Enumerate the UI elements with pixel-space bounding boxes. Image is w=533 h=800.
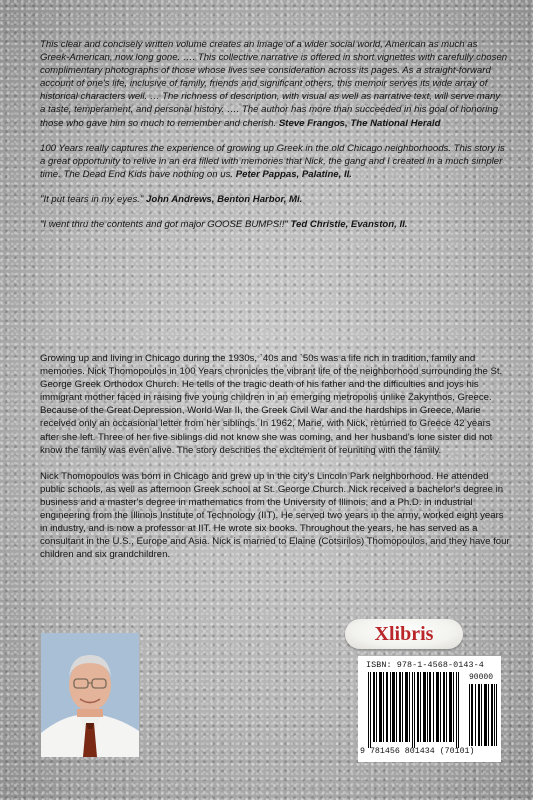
addon-barcode-bars [468, 684, 498, 746]
review-blurbs [40, 38, 508, 243]
author-photo [41, 633, 139, 757]
review-4 [40, 218, 508, 231]
author-portrait-image [41, 633, 139, 757]
publisher-logo-text: Xlibris [374, 622, 434, 645]
author-bio-paragraph: Nick Thomopoulos was born in Chicago and grew up in the city's Lincoln Park neighborhood. He attended public schools, as well as afternoon Greek school at St. George Church. Nick received a bachelor's degree in business and a master's degree in mathematics from the University of Illinois, and a Ph.D. in industrial engineering from the Illinois Institute of Technology (IIT). He served two years in the army, worked eight years in industry, and is now a professor at IIT. He wrote six books. Throughout the years, he has served as a consultant in the U.S., Europe and Asia. Nick is married to Elaine (Cotsirilos) Thomopoulos, and they have four children and six grandchildren. [40, 470, 510, 561]
synopsis-paragraph: Growing up and living in Chicago during the 1930s, `40s and `50s was a life rich in tradition, family and memories. Nick Thomopoulos in 100 Years chronicles the vibrant life of the neighborhood surrounding the St. George Greek Orthodox Church. He tells of the tragic death of his father and the difficulties and joys his immigrant mother faced in raising five young children in an emerging metropolis unlike Zakynthos, Greece. Because of the Great Depression, World War II, the Greek Civil War and the hardships in Greece, Marie received only an occasional letter from her siblings. In 1962, Marie, with Nick, returned to Greece 42 years after she left. Three of her five siblings did not know she was coming, and her husband's lone sister did not know the family was even alive. The story describes the excitement of reuniting with the family. [40, 353, 503, 456]
isbn-barcode [358, 656, 501, 762]
review-quote: "It put tears in my eyes." [40, 193, 144, 205]
price-code: 90000 [469, 673, 494, 682]
book-description [40, 352, 510, 574]
ean-barcode-bars [365, 672, 465, 748]
review-attribution: Steve Frangos, The National Herald [278, 117, 441, 129]
review-quote: This clear and concisely written volume creates an image of a wider social world, American as much as Greek-American, now long gone. …. This collective narrative is offered in short vignettes with carefully chosen complimentary photographs of those whose lives see consideration across its pages. As a straight-forward account of one's life, inclusive of family, friends and significant others, this memoir serves its wide array of historical characters well. … The richness of description, with visual as well as narrative text, will serve many a taste, temperament, and personal history. …. The author has more than succeeded in his goal of honoring those who gave him so much to remember and cherish. [40, 39, 508, 129]
review-attribution: Peter Pappas, Palatine, Il. [235, 168, 352, 180]
review-quote: "I went thru the contents and got major GOOSE BUMPS!!" [40, 219, 288, 231]
publisher-logo [345, 619, 463, 649]
review-attribution: John Andrews, Benton Harbor, Mi. [146, 193, 303, 205]
review-quote: 100 Years really captures the experience of growing up Greek in the old Chicago neighborhoods. This story is a great opportunity to relive in an era filled with memories that Nick, the gang and I created in a much simpler time. The Dead End Kids have nothing on us. [40, 142, 505, 180]
isbn-label: ISBN: 978-1-4568-0143-4 [366, 660, 484, 670]
review-1 [40, 38, 508, 130]
barcode-digits: 9 781456 801434 (70101) [360, 747, 475, 756]
review-2 [40, 142, 508, 181]
review-3 [40, 193, 508, 206]
review-attribution: Ted Christie, Evanston, Il. [290, 219, 408, 231]
